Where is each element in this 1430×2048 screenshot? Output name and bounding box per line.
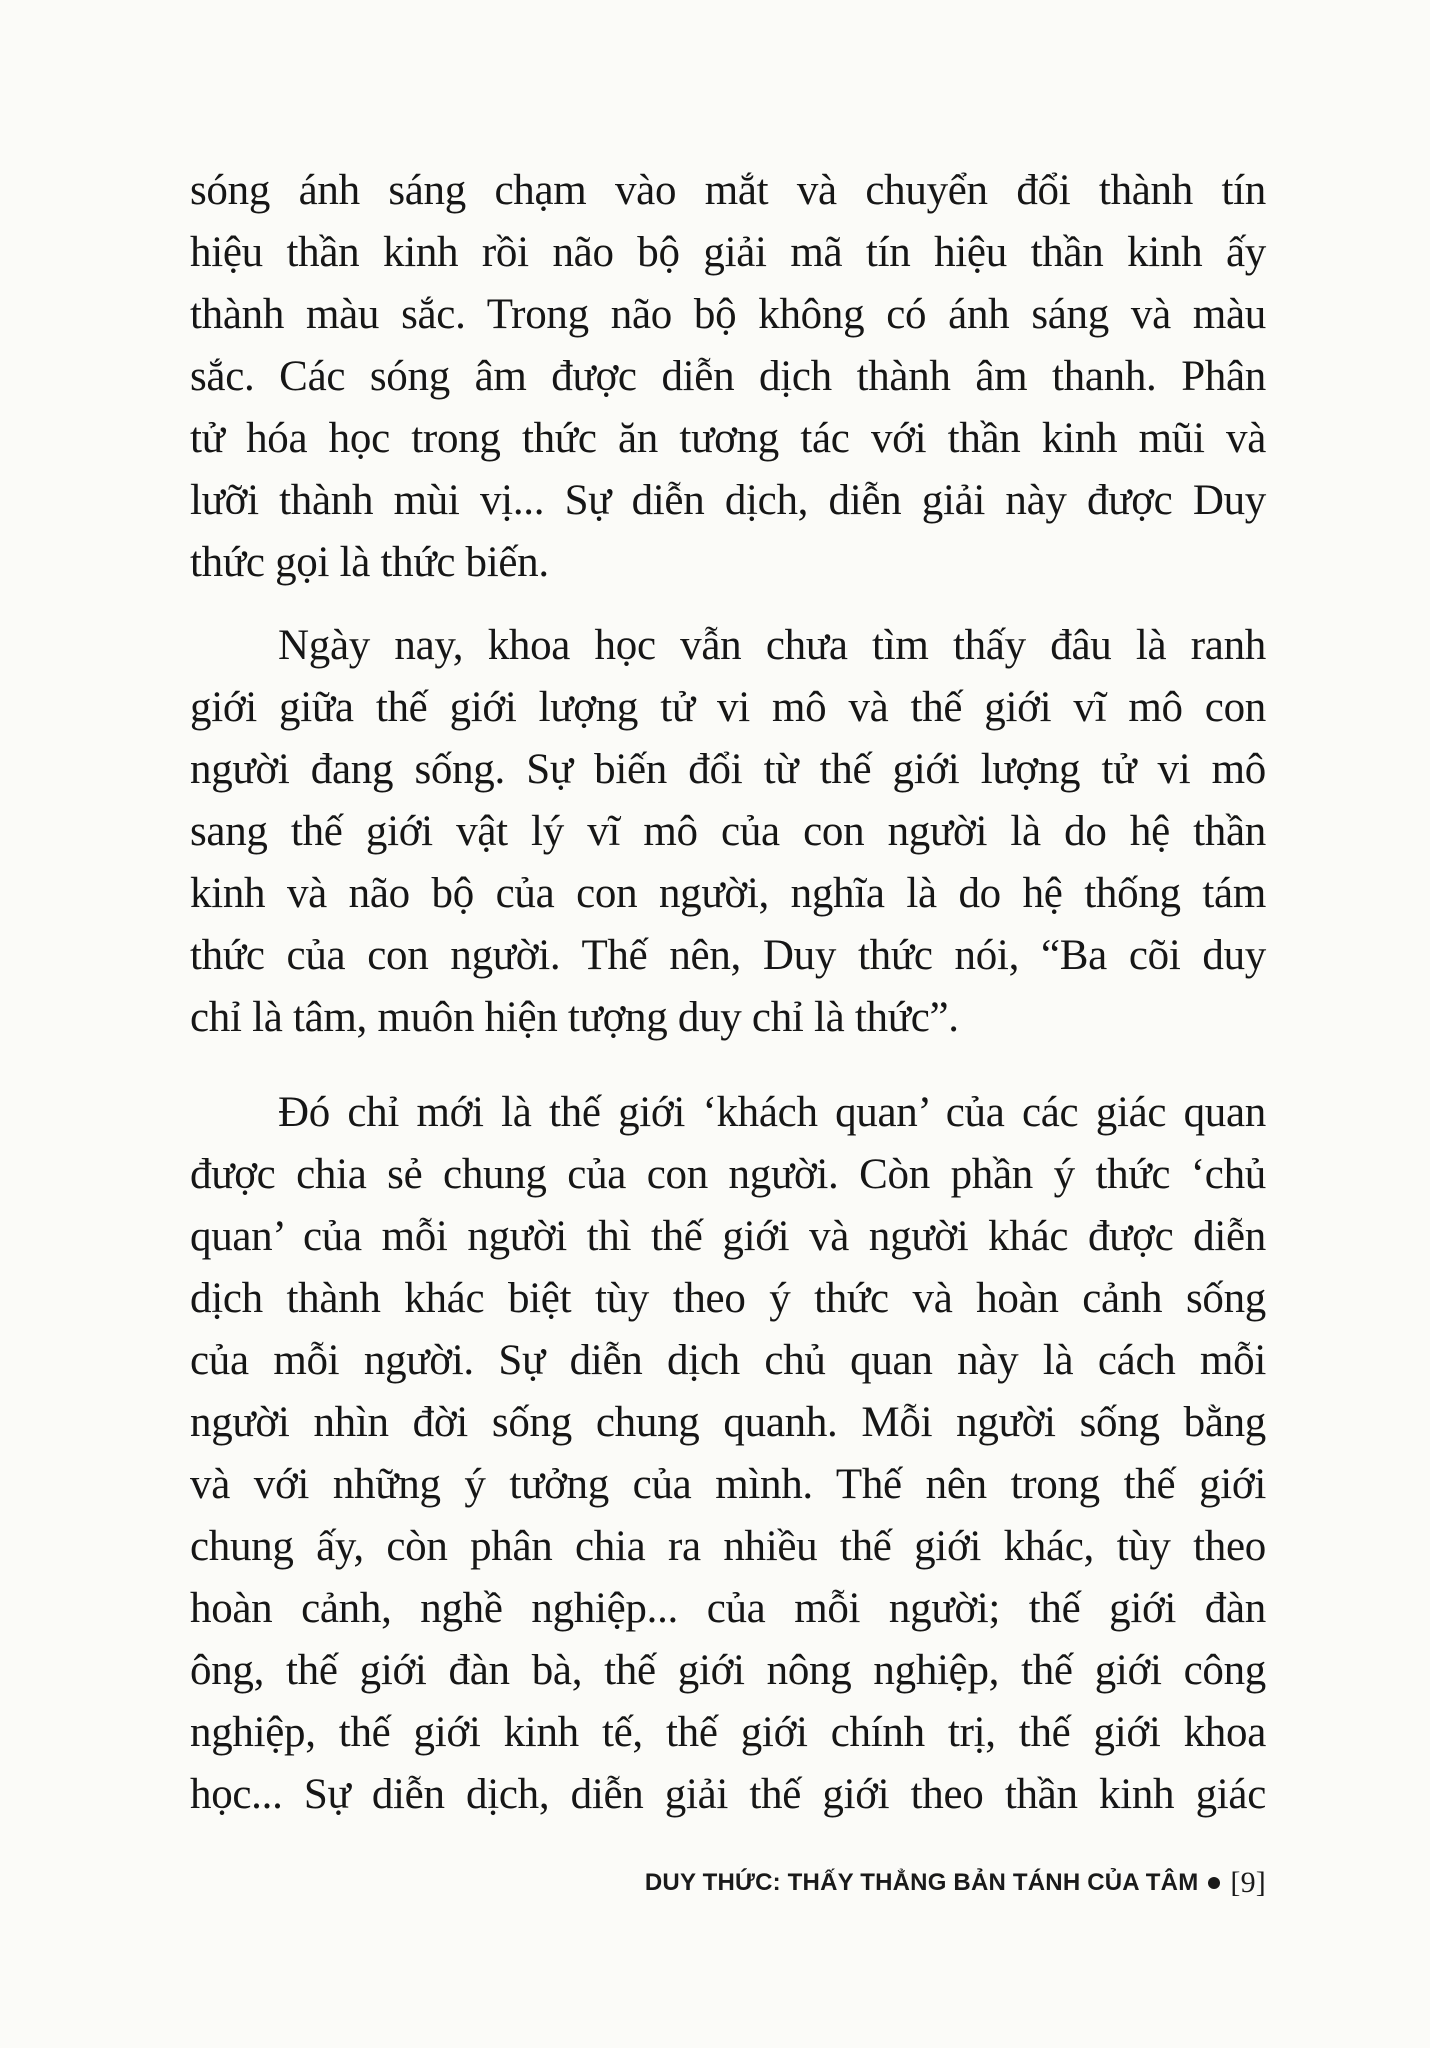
text-line: sóng ánh sáng chạm vào mắt và chuyển đổi thành tín xyxy=(190,167,1266,214)
text-line: quan’ của mỗi người thì thế giới và người khác được diễn xyxy=(190,1213,1266,1260)
text-line: thức của con người. Thế nên, Duy thức nói, “Ba cõi duy xyxy=(190,932,1266,979)
text-line: ông, thế giới đàn bà, thế giới nông nghiệp, thế giới công xyxy=(190,1647,1266,1694)
text-line: sắc. Các sóng âm được diễn dịch thành âm thanh. Phân xyxy=(190,353,1266,400)
text-line: người đang sống. Sự biến đổi từ thế giới lượng tử vi mô xyxy=(190,746,1266,793)
page-number-value: 9 xyxy=(1240,1866,1256,1899)
page-footer xyxy=(645,1866,1266,1900)
text-line: và với những ý tưởng của mình. Thế nên trong thế giới xyxy=(190,1461,1266,1508)
running-title: DUY THỨC: THẤY THẲNG BẢN TÁNH CỦA TÂM xyxy=(644,1869,1199,1896)
text-line: chỉ là tâm, muôn hiện tượng duy chỉ là thức”. xyxy=(190,994,959,1041)
text-line: Ngày nay, khoa học vẫn chưa tìm thấy đâu là ranh xyxy=(278,622,1266,669)
text-line: hiệu thần kinh rồi não bộ giải mã tín hiệu thần kinh ấy xyxy=(190,229,1266,276)
text-line: kinh và não bộ của con người, nghĩa là do hệ thống tám xyxy=(190,870,1266,917)
page-number: [9] xyxy=(1230,1866,1266,1899)
paragraph-2 xyxy=(190,615,1266,1049)
text-line: lưỡi thành mùi vị... Sự diễn dịch, diễn giải này được Duy xyxy=(190,477,1266,524)
text-line: thành màu sắc. Trong não bộ không có ánh sáng và màu xyxy=(190,291,1266,338)
text-line: của mỗi người. Sự diễn dịch chủ quan này là cách mỗi xyxy=(190,1337,1266,1384)
text-line: dịch thành khác biệt tùy theo ý thức và hoàn cảnh sống xyxy=(190,1275,1266,1322)
text-line: thức gọi là thức biến. xyxy=(190,539,549,586)
text-line: sang thế giới vật lý vĩ mô của con người là do hệ thần xyxy=(190,808,1266,855)
text-line: học... Sự diễn dịch, diễn giải thế giới theo thần kinh giác xyxy=(190,1771,1266,1818)
text-line: nghiệp, thế giới kinh tế, thế giới chính trị, thế giới khoa xyxy=(190,1709,1266,1756)
text-line: tử hóa học trong thức ăn tương tác với thần kinh mũi và xyxy=(190,415,1266,462)
text-line: Đó chỉ mới là thế giới ‘khách quan’ của các giác quan xyxy=(278,1089,1266,1136)
paragraph-1 xyxy=(190,160,1266,594)
text-line: được chia sẻ chung của con người. Còn phần ý thức ‘chủ xyxy=(190,1151,1266,1198)
text-line: người nhìn đời sống chung quanh. Mỗi người sống bằng xyxy=(190,1399,1266,1446)
text-line: hoàn cảnh, nghề nghiệp... của mỗi người; thế giới đàn xyxy=(190,1585,1266,1632)
bullet-separator xyxy=(1208,1877,1220,1889)
paragraph-3 xyxy=(190,1082,1266,1826)
text-line: chung ấy, còn phân chia ra nhiều thế giới khác, tùy theo xyxy=(190,1523,1266,1570)
text-line: giới giữa thế giới lượng tử vi mô và thế giới vĩ mô con xyxy=(190,684,1266,731)
